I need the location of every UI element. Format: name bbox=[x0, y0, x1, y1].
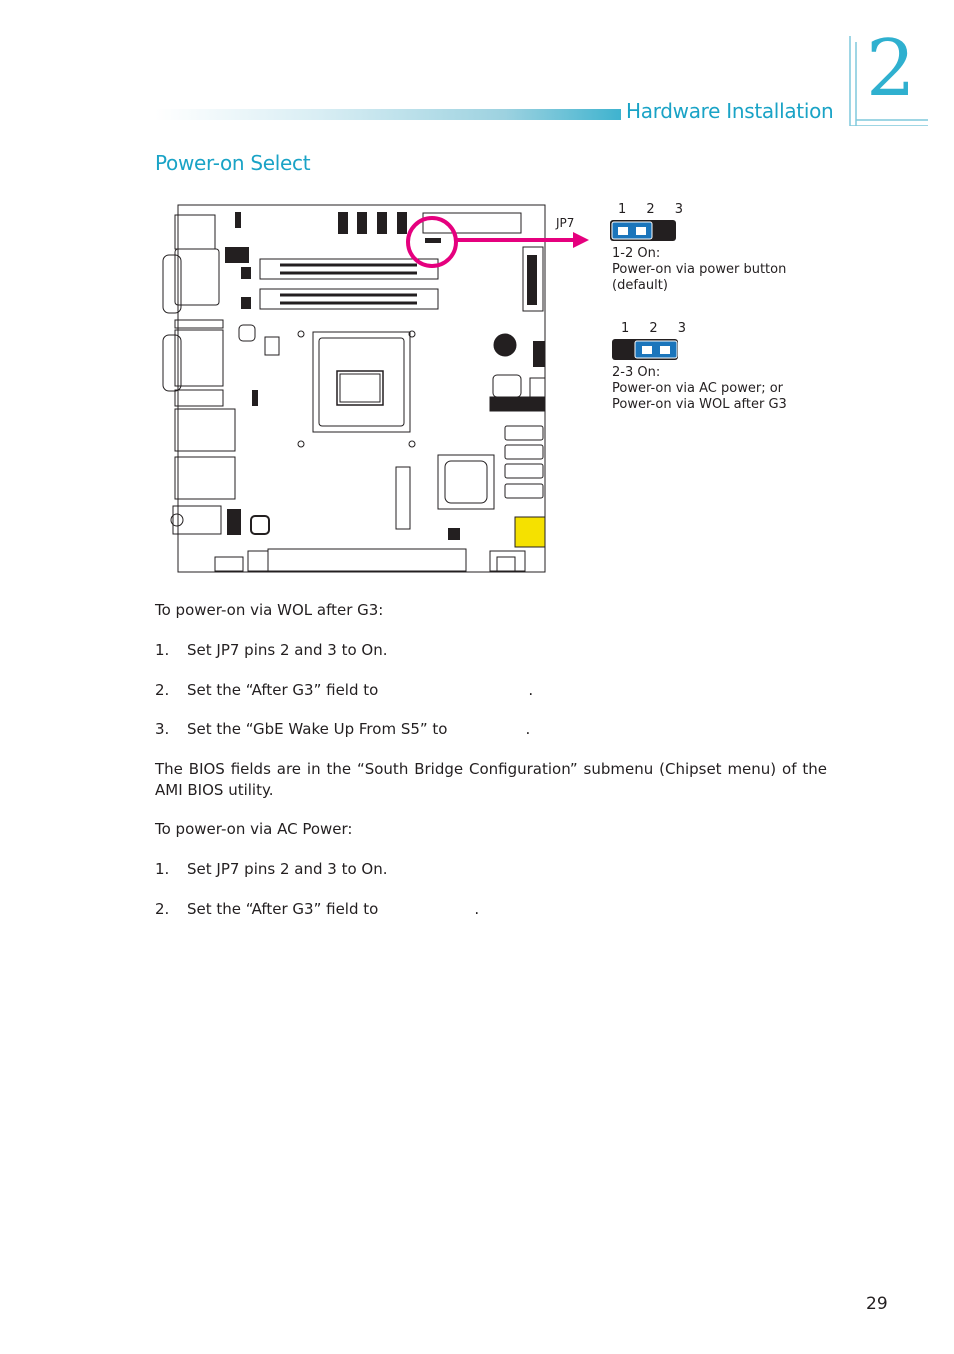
step-text: Set the “GbE Wake Up From S5” to bbox=[187, 720, 448, 738]
ac-intro: To power-on via AC Power: bbox=[155, 820, 353, 838]
step-number: 2. bbox=[155, 900, 170, 918]
jumper2-line: Power-on via WOL after G3 bbox=[612, 397, 787, 412]
jumper2-setting: 2-3 On: bbox=[612, 365, 661, 380]
chapter-number: 2 bbox=[866, 24, 916, 114]
step-end: . bbox=[474, 900, 480, 918]
motherboard-diagram bbox=[155, 195, 615, 580]
step-text: Set the “After G3” field to bbox=[187, 681, 379, 699]
step-text: Set the “After G3” field to bbox=[187, 900, 379, 918]
step-end: . bbox=[525, 720, 531, 738]
wol-step-2 bbox=[155, 680, 533, 701]
section-title: Power-on Select bbox=[155, 151, 311, 175]
ac-step-1 bbox=[155, 859, 387, 880]
jumper1-setting: 1-2 On: bbox=[612, 246, 661, 261]
jp7-label: JP7 bbox=[556, 216, 575, 230]
step-number: 2. bbox=[155, 681, 170, 699]
wol-step-1 bbox=[155, 640, 387, 661]
bios-note: The BIOS fields are in the “South Bridge Configuration” submenu (Chipset menu) of the AMI BIOS utility. bbox=[155, 760, 827, 799]
step-number: 1. bbox=[155, 641, 170, 659]
step-number: 1. bbox=[155, 860, 170, 878]
page-number: 29 bbox=[866, 1294, 888, 1314]
jumper2-diagram bbox=[611, 338, 681, 362]
jumper2-line: Power-on via AC power; or bbox=[612, 381, 783, 396]
jumper1-line: Power-on via power button bbox=[612, 262, 787, 277]
ac-step-2 bbox=[155, 899, 479, 920]
step-number: 3. bbox=[155, 720, 170, 738]
step-text: Set JP7 pins 2 and 3 to On. bbox=[187, 860, 388, 878]
header-rule bbox=[155, 109, 621, 120]
yellow-header bbox=[515, 517, 545, 547]
step-end: . bbox=[528, 681, 534, 699]
jumper2-description bbox=[612, 365, 787, 413]
jumper1-description bbox=[612, 246, 786, 294]
jumper1-pin-labels: 1 2 3 bbox=[618, 202, 692, 217]
chapter-title: Hardware Installation bbox=[626, 99, 834, 123]
wol-step-3 bbox=[155, 719, 530, 740]
step-text: Set JP7 pins 2 and 3 to On. bbox=[187, 641, 388, 659]
jumper2-pin-labels: 1 2 3 bbox=[621, 321, 695, 336]
wol-intro: To power-on via WOL after G3: bbox=[155, 601, 384, 619]
jumper1-diagram bbox=[609, 219, 679, 243]
jumper1-line: (default) bbox=[612, 278, 668, 293]
